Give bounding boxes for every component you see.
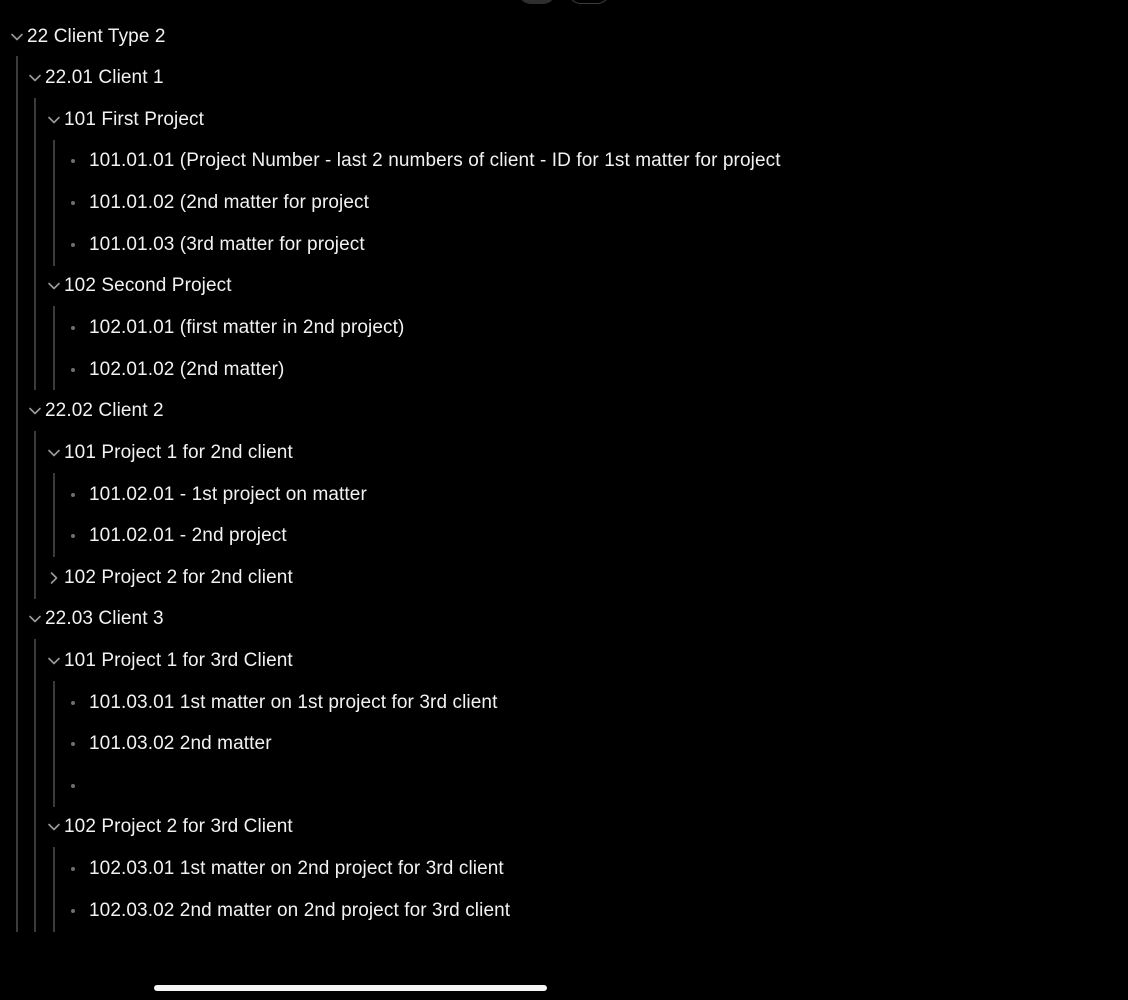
outline-row-label[interactable]: 101.01.03 (3rd matter for project — [89, 234, 365, 255]
bullet-dot-icon[interactable] — [64, 486, 82, 504]
outline-row-c3-proj2[interactable] — [45, 812, 293, 842]
chevron-down-icon[interactable] — [45, 444, 63, 462]
outline-row-c2-p1-m2[interactable] — [64, 521, 287, 551]
chevron-down-icon[interactable] — [45, 652, 63, 670]
bullet-dot-icon[interactable] — [64, 694, 82, 712]
outline-row-client1[interactable] — [26, 63, 164, 93]
outline-row-c3-p1-m1[interactable] — [64, 688, 497, 718]
outline-row-label[interactable]: 22.02 Client 2 — [45, 400, 164, 421]
outline-row-c3-p1-m3-empty[interactable] — [64, 771, 89, 801]
outline-row-label[interactable]: 101.03.02 2nd matter — [89, 733, 272, 754]
guide-line-c1-proj2 — [53, 306, 55, 390]
outline-row-c3-p1-m2[interactable] — [64, 729, 272, 759]
outline-row-label[interactable]: 102.01.01 (first matter in 2nd project) — [89, 317, 405, 338]
chevron-down-icon[interactable] — [26, 610, 44, 628]
guide-line-c3-proj1 — [53, 681, 55, 807]
outline-row-label[interactable]: 101.02.01 - 1st project on matter — [89, 484, 367, 505]
guide-line-root — [16, 56, 18, 932]
outline-row-label[interactable]: 101 First Project — [64, 109, 205, 130]
bullet-dot-icon[interactable] — [64, 735, 82, 753]
outline-row-label[interactable]: 101 Project 1 for 2nd client — [64, 442, 293, 463]
outline-row-label[interactable]: 102 Project 2 for 2nd client — [64, 567, 293, 588]
guide-line-client3 — [34, 639, 36, 932]
outline-row-c1-p1-m1[interactable] — [64, 146, 781, 176]
outline-row-root[interactable] — [8, 22, 166, 52]
toolbar-button-left[interactable] — [518, 0, 556, 4]
chevron-down-icon[interactable] — [26, 69, 44, 87]
outline-row-label[interactable]: 102 Second Project — [64, 275, 232, 296]
bullet-dot-icon[interactable] — [64, 319, 82, 337]
chevron-down-icon[interactable] — [45, 818, 63, 836]
outline-row-label[interactable]: 102 Project 2 for 3rd Client — [64, 816, 293, 837]
outline-row-label[interactable]: 101 Project 1 for 3rd Client — [64, 650, 293, 671]
bullet-dot-icon[interactable] — [64, 236, 82, 254]
bullet-dot-icon[interactable] — [64, 860, 82, 878]
bullet-dot-icon[interactable] — [64, 361, 82, 379]
outline-row-label[interactable]: 101.01.01 (Project Number - last 2 numbers of client - ID for 1st matter for project — [89, 150, 781, 171]
guide-line-c2-proj1 — [53, 473, 55, 557]
outline-row-label[interactable]: 22 Client Type 2 — [27, 26, 166, 47]
outline-row-label[interactable]: 22.03 Client 3 — [45, 608, 164, 629]
outline-row-c3-proj1[interactable] — [45, 646, 293, 676]
bullet-dot-icon[interactable] — [64, 152, 82, 170]
bullet-dot-icon[interactable] — [64, 902, 82, 920]
outline-row-c2-proj2[interactable] — [45, 563, 293, 593]
outline-row-c1-p2-m2[interactable] — [64, 355, 284, 385]
outline-row-label[interactable]: 102.03.02 2nd matter on 2nd project for 3rd client — [89, 900, 511, 921]
outline-row-label[interactable]: 102.01.02 (2nd matter) — [89, 359, 285, 380]
outline-row-client3[interactable] — [26, 604, 164, 634]
home-indicator[interactable] — [154, 985, 547, 991]
outline-row-c2-proj1[interactable] — [45, 438, 293, 468]
guide-line-c1-proj1 — [53, 140, 55, 266]
outline-row-c3-p2-m2[interactable] — [64, 896, 510, 926]
chevron-down-icon[interactable] — [45, 111, 63, 129]
bullet-dot-icon[interactable] — [64, 194, 82, 212]
chevron-down-icon[interactable] — [8, 28, 26, 46]
guide-line-client2 — [34, 431, 36, 599]
outline-row-label[interactable]: 102.03.01 1st matter on 2nd project for 3rd client — [89, 858, 504, 879]
outline-row-c1-p1-m2[interactable] — [64, 188, 369, 218]
outline-row-c1-p2-m1[interactable] — [64, 313, 404, 343]
chevron-right-icon[interactable] — [45, 569, 63, 587]
outline-row-c3-p2-m1[interactable] — [64, 854, 504, 884]
outline-row-label[interactable]: 101.01.02 (2nd matter for project — [89, 192, 370, 213]
outline-row-label[interactable]: 22.01 Client 1 — [45, 67, 164, 88]
outline-row-c1-proj1[interactable] — [45, 105, 204, 135]
guide-line-c3-proj2 — [53, 847, 55, 932]
guide-line-client1 — [34, 98, 36, 390]
outline-row-c1-p1-m3[interactable] — [64, 230, 365, 260]
chevron-down-icon[interactable] — [26, 402, 44, 420]
chevron-down-icon[interactable] — [45, 277, 63, 295]
outline-row-c2-p1-m1[interactable] — [64, 480, 367, 510]
bullet-dot-icon[interactable] — [64, 777, 82, 795]
outline-row-client2[interactable] — [26, 396, 164, 426]
bullet-dot-icon[interactable] — [64, 527, 82, 545]
toolbar-button-right[interactable] — [568, 0, 610, 4]
outline-row-label[interactable]: 101.02.01 - 2nd project — [89, 525, 287, 546]
outline-row-c1-proj2[interactable] — [45, 271, 232, 301]
outline-row-label[interactable]: 101.03.01 1st matter on 1st project for 3rd client — [89, 692, 498, 713]
